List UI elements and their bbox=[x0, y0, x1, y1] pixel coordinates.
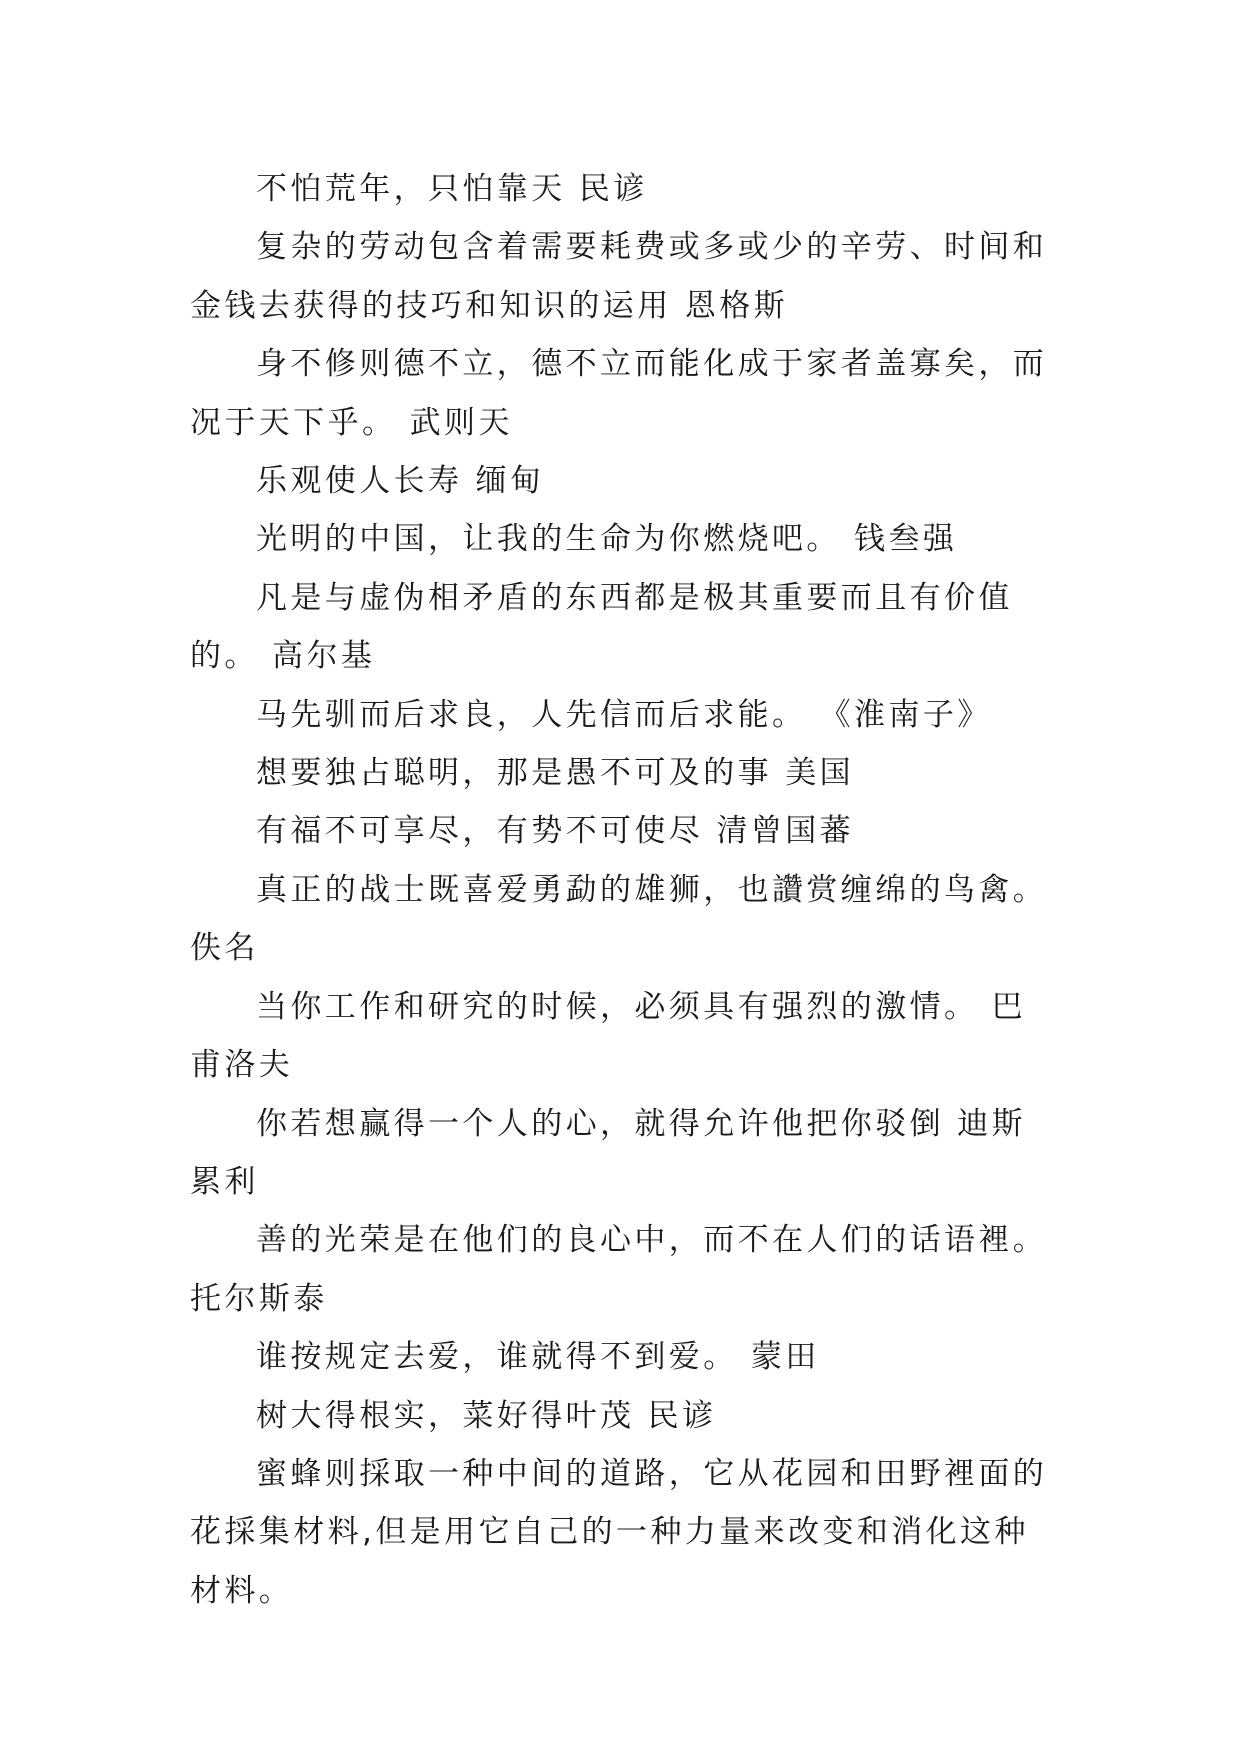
quote-paragraph: 有福不可享尽，有势不可使尽 清曾国蕃 bbox=[256, 813, 855, 850]
quote-paragraph: 马先驯而后求良，人先信而后求能。 《淮南子》 bbox=[256, 696, 992, 733]
quote-paragraph: 身不修则德不立，德不立而能化成于家者盖寡矣，而况于天下乎。 武则天 bbox=[190, 346, 1048, 441]
quote-paragraph: 复杂的劳动包含着需要耗费或多或少的辛劳、时间和金钱去获得的技巧和知识的运用 恩格斯 bbox=[190, 229, 1048, 324]
quote-paragraph: 想要独占聪明，那是愚不可及的事 美国 bbox=[256, 755, 855, 792]
quote-paragraph: 你若想赢得一个人的心，就得允许他把你驳倒 迪斯累利 bbox=[190, 1105, 1027, 1200]
quote-paragraph: 树大得根实，菜好得叶茂 民谚 bbox=[256, 1397, 717, 1434]
document-body bbox=[190, 160, 1060, 1620]
quote-paragraph: 光明的中国，让我的生命为你燃烧吧。 钱叁强 bbox=[256, 521, 958, 558]
quote-paragraph: 蜜蜂则採取一种中间的道路，它从花园和田野裡面的花採集材料,但是用它自己的一种力量来改变和消化这种材料。 bbox=[190, 1455, 1048, 1609]
quote-paragraph: 乐观使人长寿 缅甸 bbox=[256, 463, 545, 500]
quote-paragraph: 不怕荒年，只怕靠天 民谚 bbox=[256, 171, 648, 207]
quote-paragraph: 善的光荣是在他们的良心中，而不在人们的话语裡。 托尔斯泰 bbox=[190, 1222, 1061, 1317]
quote-paragraph: 凡是与虚伪相矛盾的东西都是极其重要而且有价值的。 高尔基 bbox=[190, 579, 1013, 675]
quote-paragraph: 谁按规定去爱，谁就得不到爱。 蒙田 bbox=[256, 1339, 820, 1376]
quote-paragraph: 真正的战士既喜爱勇勐的雄狮，也讚赏缠绵的鸟禽。 佚名 bbox=[190, 871, 1061, 967]
quote-paragraph: 当你工作和研究的时候，必须具有强烈的激情。 巴甫洛夫 bbox=[190, 988, 1027, 1084]
